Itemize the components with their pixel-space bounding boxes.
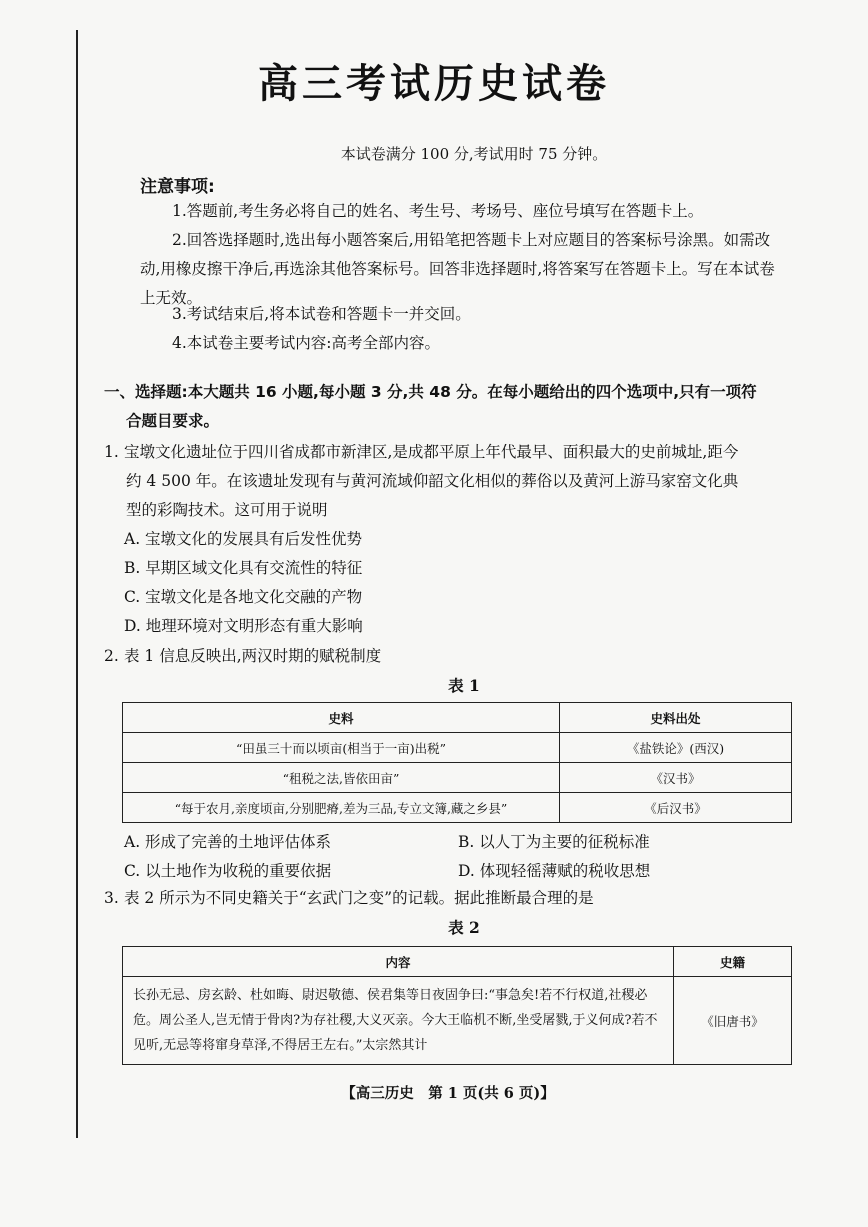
q1-option-a: A. 宝墩文化的发展具有后发性优势 (124, 530, 363, 548)
table-cell: 《后汉书》 (560, 793, 792, 823)
question-3 (104, 884, 804, 913)
q2-option-b: B. 以人丁为主要的征税标准 (458, 833, 650, 851)
table-row (123, 733, 792, 763)
table-1-caption: 表 1 (448, 676, 480, 695)
question-1-stem-line2: 约 4 500 年。在该遗址发现有与黄河流域仰韶文化相似的葬俗以及黄河上游马家窑文化典 (126, 472, 739, 490)
table-cell: 长孙无忌、房玄龄、杜如晦、尉迟敬德、侯君集等日夜固争曰:“事急矣!若不行权道,社稷必危。周公圣人,岂无情于骨肉?为存社稷,大义灭亲。今大王临机不断,坐受屠戮,于义何成?若不见听,无忌等将窜身草泽,不得居王左右。”太宗然其计 (123, 977, 674, 1065)
notice-item-3: 3.考试结束后,将本试卷和答题卡一并交回。 (172, 305, 471, 323)
table-cell: “每于农月,亲度顷亩,分别肥瘠,差为三品,专立文簿,藏之乡县” (123, 793, 560, 823)
q2-option-c: C. 以土地作为收税的重要依据 (124, 862, 332, 880)
table-2-header-content: 内容 (123, 947, 674, 977)
question-2 (104, 642, 804, 671)
table-cell: “租税之法,皆依田亩” (123, 763, 560, 793)
q1-option-d: D. 地理环境对文明形态有重大影响 (124, 617, 363, 635)
exam-subtitle: 本试卷满分 100 分,考试用时 75 分钟。 (340, 145, 608, 163)
table-cell: “田虽三十而以顷亩(相当于一亩)出税” (123, 733, 560, 763)
table-1 (122, 702, 792, 823)
table-cell: 《旧唐书》 (674, 977, 792, 1065)
question-2-stem: 表 1 信息反映出,两汉时期的赋税制度 (124, 647, 382, 665)
table-2-header-source: 史籍 (674, 947, 792, 977)
table-row (123, 793, 792, 823)
q1-option-c: C. 宝墩文化是各地文化交融的产物 (124, 588, 363, 606)
question-number: 3. (104, 889, 119, 907)
table-1-header-origin: 史料出处 (560, 703, 792, 733)
section-heading-line2: 合题目要求。 (126, 412, 220, 430)
exam-title: 高三考试历史试卷 (258, 61, 610, 107)
question-1-stem-line1: 宝墩文化遗址位于四川省成都市新津区,是成都平原上年代最早、面积最大的史前城址,距今 (124, 443, 739, 461)
table-cell: 《汉书》 (560, 763, 792, 793)
section-heading-line1: 一、选择题:本大题共 16 小题,每小题 3 分,共 48 分。在每小题给出的四个选项中,只有一项符 (104, 383, 757, 401)
notice-item-2: 2.回答选择题时,选出每小题答案后,用铅笔把答题卡上对应题目的答案标号涂黑。如需改动,用橡皮擦干净后,再选涂其他答案标号。回答非选择题时,将答案写在答题卡上。写在本试卷上无效。 (140, 231, 775, 307)
page-footer: 【高三历史 第 1 页(共 6 页)】 (341, 1085, 555, 1102)
q2-option-d: D. 体现轻徭薄赋的税收思想 (458, 862, 651, 880)
q2-option-a: A. 形成了完善的土地评估体系 (124, 833, 332, 851)
question-number: 1. (104, 443, 119, 461)
table-row (123, 977, 792, 1065)
question-1-stem-line3: 型的彩陶技术。这可用于说明 (126, 501, 328, 519)
notice-item-4: 4.本试卷主要考试内容:高考全部内容。 (172, 334, 441, 352)
question-1 (104, 438, 804, 525)
q1-option-b: B. 早期区域文化具有交流性的特征 (124, 559, 363, 577)
section-heading (104, 378, 804, 436)
notice-heading: 注意事项: (140, 177, 215, 197)
table-2 (122, 946, 792, 1065)
notice-item-1: 1.答题前,考生务必将自己的姓名、考生号、考场号、座位号填写在答题卡上。 (172, 202, 704, 220)
table-cell: 《盐铁论》(西汉) (560, 733, 792, 763)
binding-margin-line (76, 30, 78, 1138)
table-1-header-source-text: 史料 (123, 703, 560, 733)
table-2-caption: 表 2 (448, 918, 480, 937)
table-row (123, 763, 792, 793)
question-3-stem: 表 2 所示为不同史籍关于“玄武门之变”的记载。据此推断最合理的是 (124, 889, 594, 907)
question-number: 2. (104, 647, 119, 665)
